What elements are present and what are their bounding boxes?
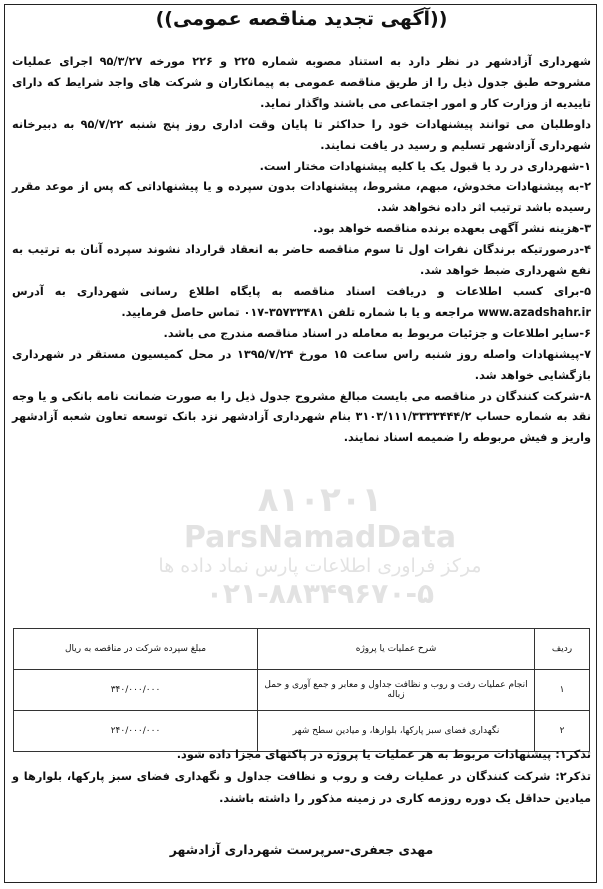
ad-title: ((آگهی تجدید مناقصه عمومی)) <box>155 8 448 30</box>
condition-item: ۵-برای کسب اطلاعات و دریافت اسناد مناقصه به پایگاه اطلاع رسانی شهرداری به آدرس www.azadshahr.ir مراجعه و یا با شماره تلفن ۳۵۷۳۳۴۸۱-۰۱۷ تماس حاصل فرمایید. <box>12 284 591 319</box>
cell-row-number: ۱ <box>535 670 590 711</box>
condition-item: ۶-سایر اطلاعات و جزئیات مربوط به معامله در اسناد مناقصه مندرج می باشد. <box>163 326 591 340</box>
header-description: شرح عملیات یا پروژه <box>258 629 535 670</box>
watermark-company: مرکز فراوری اطلاعات پارس نماد داده ها <box>158 555 482 577</box>
intro-paragraph: شهرداری آزادشهر در نظر دارد به استناد مصوبه شماره ۲۲۵ و ۲۲۶ مورخه ۹۵/۳/۲۷ اجرای عملیات مشروحه طبق جدول ذیل را از طریق مناقصه عمومی به پیمانکاران و شرکت های واجد شرایط که دارای تاییدیه از وزارت کار و امور اجتماعی می باشند واگذار نماید. <box>12 55 591 110</box>
condition-item: ۸-شرکت کنندگان در مناقصه می بایست مبالغ مشروح جدول ذیل را به صورت ضمانت نامه بانکی و یا وجه نقد به شماره حساب ۳۱۰۳/۱۱۱/۳۳۳۳۴۴۴/۲ بنام شهرداری آزادشهر نزد بانک توسعه تعاون شعبه آزادشهر واریز و فیش مربوطه را ضمیمه اسناد نمایند. <box>12 389 591 445</box>
ad-body <box>12 52 591 449</box>
cell-deposit: ۳۴۰/۰۰۰/۰۰۰ <box>14 670 258 711</box>
table-header-row <box>14 629 590 670</box>
condition-item: ۳-هزینه نشر آگهی بعهده برنده مناقصه خواهد بود. <box>313 222 591 236</box>
projects-table <box>13 628 590 752</box>
header-row-number: ردیف <box>535 629 590 670</box>
watermark-phone: ۰۲۱-۸۸۳۴۹۶۷۰-۵ <box>205 577 435 610</box>
table-row <box>14 670 590 711</box>
note-item: تذکر۲: شرکت کنندگان در عملیات رفت و روب و نظافت جداول و نگهداری فضای سبز پارکها، بلوارها و میادین حداقل یک دوره روزمه کاری در زمینه مذکور را داشته باشند. <box>12 770 591 805</box>
cell-description: نگهداری فضای سبز پارکها، بلوارها، و میادین سطح شهر <box>258 711 535 752</box>
cell-row-number: ۲ <box>535 711 590 752</box>
condition-item: ۲-به پیشنهادات مخدوش، مبهم، مشروط، پیشنهادات بدون سپرده و یا پیشنهاداتی که پس از موعد مقرر رسیده باشد ترتیب اثر داده نخواهد شد. <box>12 180 591 215</box>
signature: مهدی جعفری-سرپرست شهرداری آزادشهر <box>169 842 434 857</box>
cell-description: انجام عملیات رفت و روب و نظافت جداول و معابر و جمع آوری و حمل زباله <box>258 670 535 711</box>
condition-item: ۴-درصورتیکه برندگان نفرات اول تا سوم مناقصه حاضر به انعقاد قرارداد نشوند سپرده آنان به ترتیب به نفع شهرداری ضبط خواهد شد. <box>12 243 591 278</box>
watermark-brand: ParsNamadData <box>183 520 457 555</box>
condition-item: ۱-شهرداری در رد یا قبول یک یا کلیه پیشنهادات مختار است. <box>259 159 591 173</box>
condition-item: ۷-پیشنهادات واصله روز شنبه راس ساعت ۱۵ مورخ ۱۳۹۵/۷/۲۴ در محل کمیسیون مستقر در شهرداری بازگشایی خواهد شد. <box>12 347 591 382</box>
notes-section <box>12 744 591 810</box>
note-item: تذکر۱: پیشنهادات مربوط به هر عملیات یا پروژه در پاکتهای مجزا داده شود. <box>176 748 591 761</box>
cell-deposit: ۲۴۰/۰۰۰/۰۰۰ <box>14 711 258 752</box>
watermark-code: ۸۱۰۲۰۱ <box>257 480 383 520</box>
header-deposit: مبلغ سپرده شرکت در مناقصه به ریال <box>14 629 258 670</box>
intro-paragraph: داوطلبان می توانند پیشنهادات خود را حداکثر تا پایان وقت اداری روز پنج شنبه ۹۵/۷/۲۲ به دبیرخانه شهرداری آزادشهر تسلیم و رسید در یافت نمایند. <box>12 117 591 152</box>
